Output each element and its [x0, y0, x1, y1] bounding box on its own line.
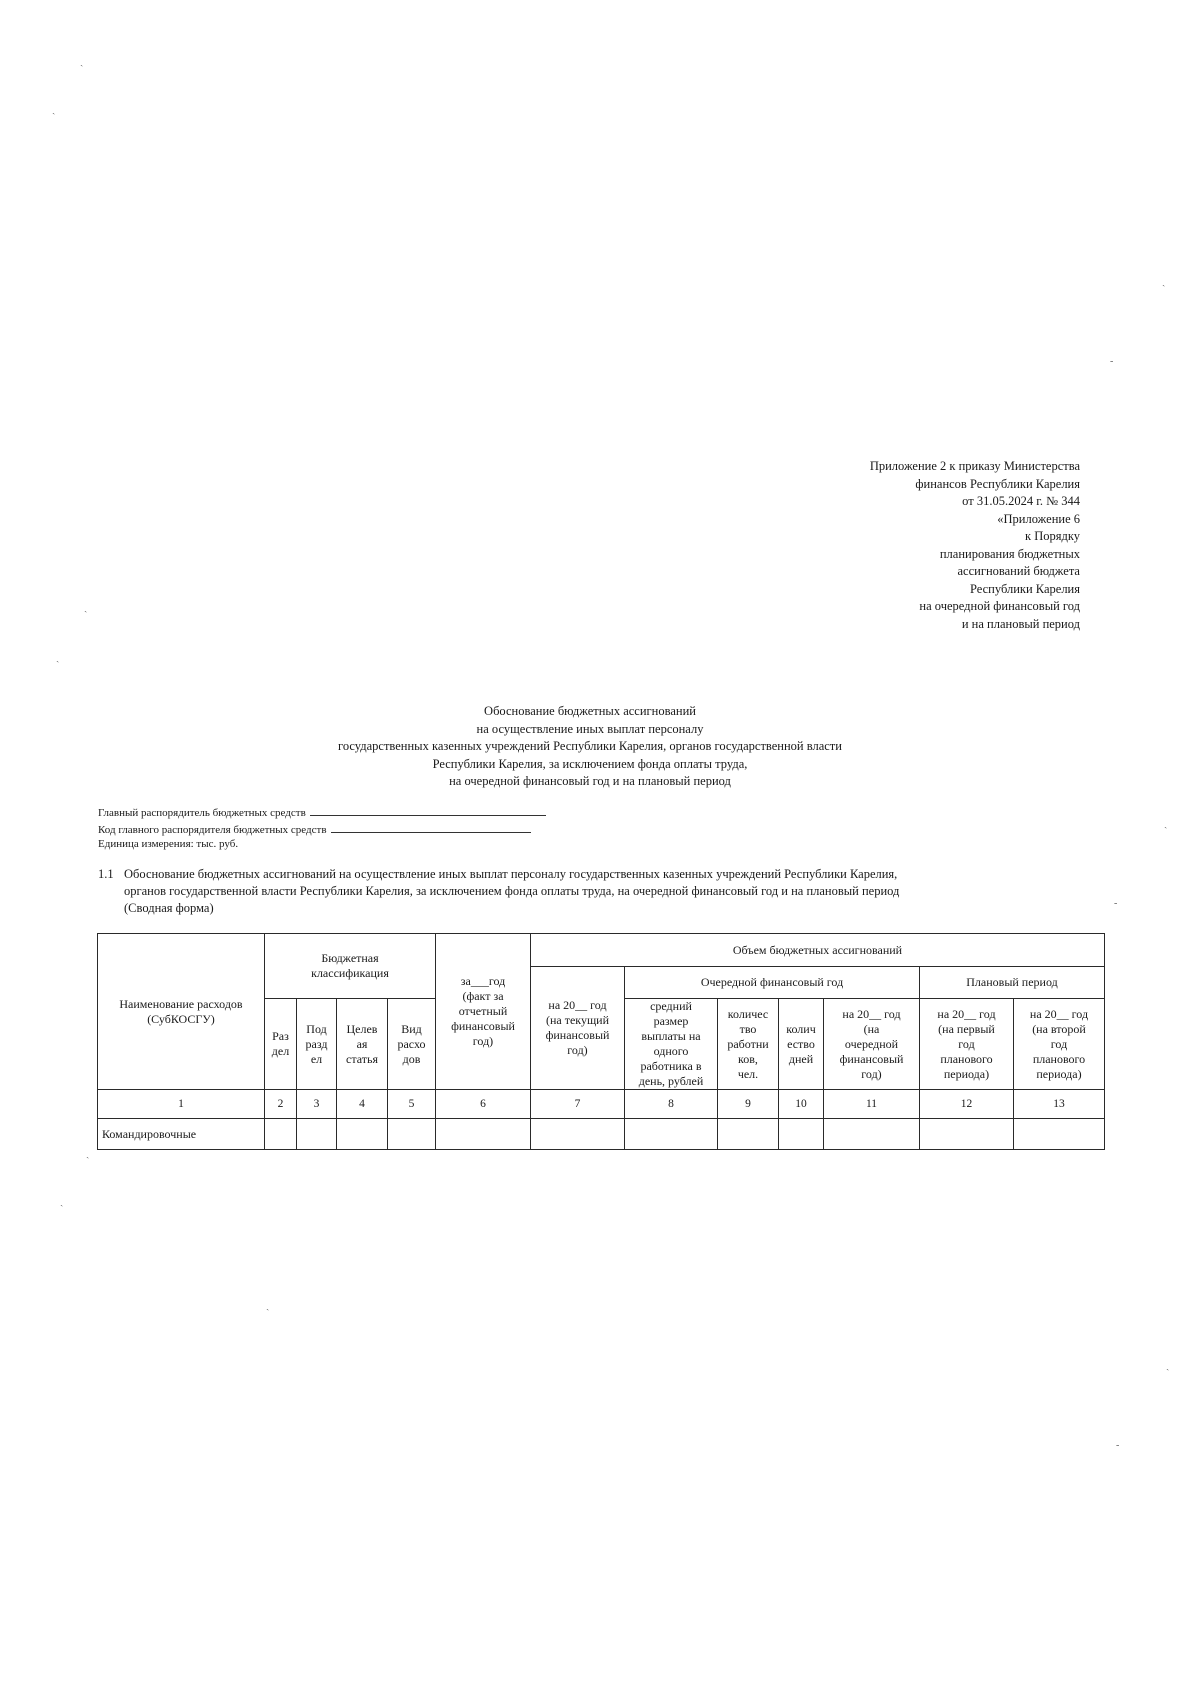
- section-number: 1.1: [98, 867, 114, 881]
- appendix-line: на очередной финансовый год: [919, 599, 1080, 613]
- column-number: 10: [779, 1090, 824, 1119]
- title-line: Республики Карелия, за исключением фонда оплаты труда,: [432, 756, 748, 771]
- header-current-year: на 20__ год (на текущий финансовый год): [531, 967, 625, 1090]
- appendix-line: «Приложение 6: [997, 511, 1080, 526]
- scan-speck: -: [1110, 356, 1114, 367]
- table-cell: [824, 1119, 920, 1150]
- header-expense-type: Вид расхо дов: [388, 999, 436, 1090]
- appendix-line: и на плановый период: [961, 616, 1080, 631]
- header-next-year-group: Очередной финансовый год: [625, 967, 920, 999]
- table-cell: [718, 1119, 779, 1150]
- header-podrazdel: Под разд ел: [297, 999, 337, 1090]
- unit-label: Единица измерения: тыс. руб.: [98, 838, 239, 850]
- table-cell: [337, 1119, 388, 1150]
- manager-blank-field: [310, 804, 546, 816]
- code-line: [98, 821, 546, 838]
- header-workers-count: количес тво работни ков, чел.: [718, 999, 779, 1090]
- appendix-line: планирования бюджетных: [939, 546, 1080, 561]
- table-cell: [265, 1119, 297, 1150]
- column-number: 7: [531, 1090, 625, 1119]
- column-number-row: [98, 1090, 1105, 1119]
- header-reported-year: за___год (факт за отчетный финансовый год): [436, 934, 531, 1090]
- title-line: государственных казенных учреждений Республики Карелия, органов государственной власти: [338, 739, 842, 753]
- manager-label: Главный распорядитель бюджетных средств: [98, 807, 306, 819]
- manager-line: [98, 804, 546, 821]
- appendix-line: от 31.05.2024 г. № 344: [962, 494, 1080, 508]
- column-number: 12: [920, 1090, 1014, 1119]
- column-number: 8: [625, 1090, 718, 1119]
- code-label: Код главного распорядителя бюджетных средств: [98, 823, 327, 836]
- column-number: 4: [337, 1090, 388, 1119]
- column-number: 2: [265, 1090, 297, 1119]
- document-title: [200, 703, 980, 791]
- appendix-line: к Порядку: [1025, 529, 1080, 543]
- table-cell: [297, 1119, 337, 1150]
- section-line: органов государственной власти Республики Карелия, за исключением фонда оплаты труда, на очередной финансовый год и на плановый период: [124, 884, 900, 898]
- title-line: Обоснование бюджетных ассигнований: [484, 704, 696, 718]
- table-cell: [436, 1119, 531, 1150]
- header-second-plan-year: на 20__ год (на второй год планового периода): [1014, 999, 1105, 1090]
- justification-table: [97, 933, 1105, 1150]
- table-cell: [388, 1119, 436, 1150]
- scan-speck: ˏ: [1166, 1360, 1170, 1371]
- scan-speck: ˏ: [1164, 818, 1168, 829]
- section-line: Обоснование бюджетных ассигнований на осуществление иных выплат персоналу государственных казенных учреждений Республики Карелия,: [124, 867, 898, 881]
- header-budget-classification: Бюджетная классификация: [265, 934, 436, 999]
- scan-speck: -: [1114, 898, 1118, 909]
- column-number: 6: [436, 1090, 531, 1119]
- scan-speck: ˏ: [56, 652, 60, 663]
- header-target-article: Целев ая статья: [337, 999, 388, 1090]
- column-number: 9: [718, 1090, 779, 1119]
- table-cell: [625, 1119, 718, 1150]
- header-days-count: колич ество дней: [779, 999, 824, 1090]
- appendix-line: финансов Республики Карелия: [915, 476, 1080, 491]
- header-first-plan-year: на 20__ год (на первый год планового периода): [920, 999, 1014, 1090]
- column-number: 11: [824, 1090, 920, 1119]
- header-avg-payment: средний размер выплаты на одного работника в день, рублей: [625, 999, 718, 1090]
- section-line: (Сводная форма): [124, 901, 214, 915]
- header-expense-name: Наименование расходов (СубКОСГУ): [98, 934, 265, 1090]
- header-planned-period: Плановый период: [920, 967, 1105, 999]
- header-next-year: на 20__ год (на очередной финансовый год): [824, 999, 920, 1090]
- scan-speck: ˏ: [52, 104, 56, 115]
- expense-name-cell: Командировочные: [98, 1119, 265, 1150]
- scan-speck: ˏ: [80, 56, 84, 67]
- code-blank-field: [331, 821, 531, 833]
- column-number: 5: [388, 1090, 436, 1119]
- scan-speck: ˏ: [1162, 276, 1166, 287]
- header-razdel: Раз дел: [265, 999, 297, 1090]
- scan-speck: ˏ: [86, 1148, 90, 1159]
- column-number: 1: [98, 1090, 265, 1119]
- column-number: 3: [297, 1090, 337, 1119]
- table-cell: [531, 1119, 625, 1150]
- table-row: [98, 1119, 1105, 1150]
- appendix-line: Приложение 2 к приказу Министерства: [869, 459, 1080, 473]
- title-line: на осуществление иных выплат персоналу: [476, 721, 704, 736]
- scan-speck: ˏ: [84, 602, 88, 613]
- table-cell: [779, 1119, 824, 1150]
- scan-speck: -: [1116, 1440, 1120, 1451]
- appendix-line: ассигнований бюджета: [957, 564, 1080, 578]
- section-heading: [98, 866, 1098, 917]
- appendix-header: [760, 458, 1080, 633]
- table-cell: [920, 1119, 1014, 1150]
- title-line: на очередной финансовый год и на плановый период: [449, 774, 731, 788]
- column-number: 13: [1014, 1090, 1105, 1119]
- scan-speck: ˏ: [60, 1196, 64, 1207]
- scan-speck: ˏ: [266, 1300, 270, 1311]
- document-meta: [98, 804, 546, 852]
- header-volume: Объем бюджетных ассигнований: [531, 934, 1105, 967]
- appendix-line: Республики Карелия: [969, 581, 1080, 596]
- table-cell: [1014, 1119, 1105, 1150]
